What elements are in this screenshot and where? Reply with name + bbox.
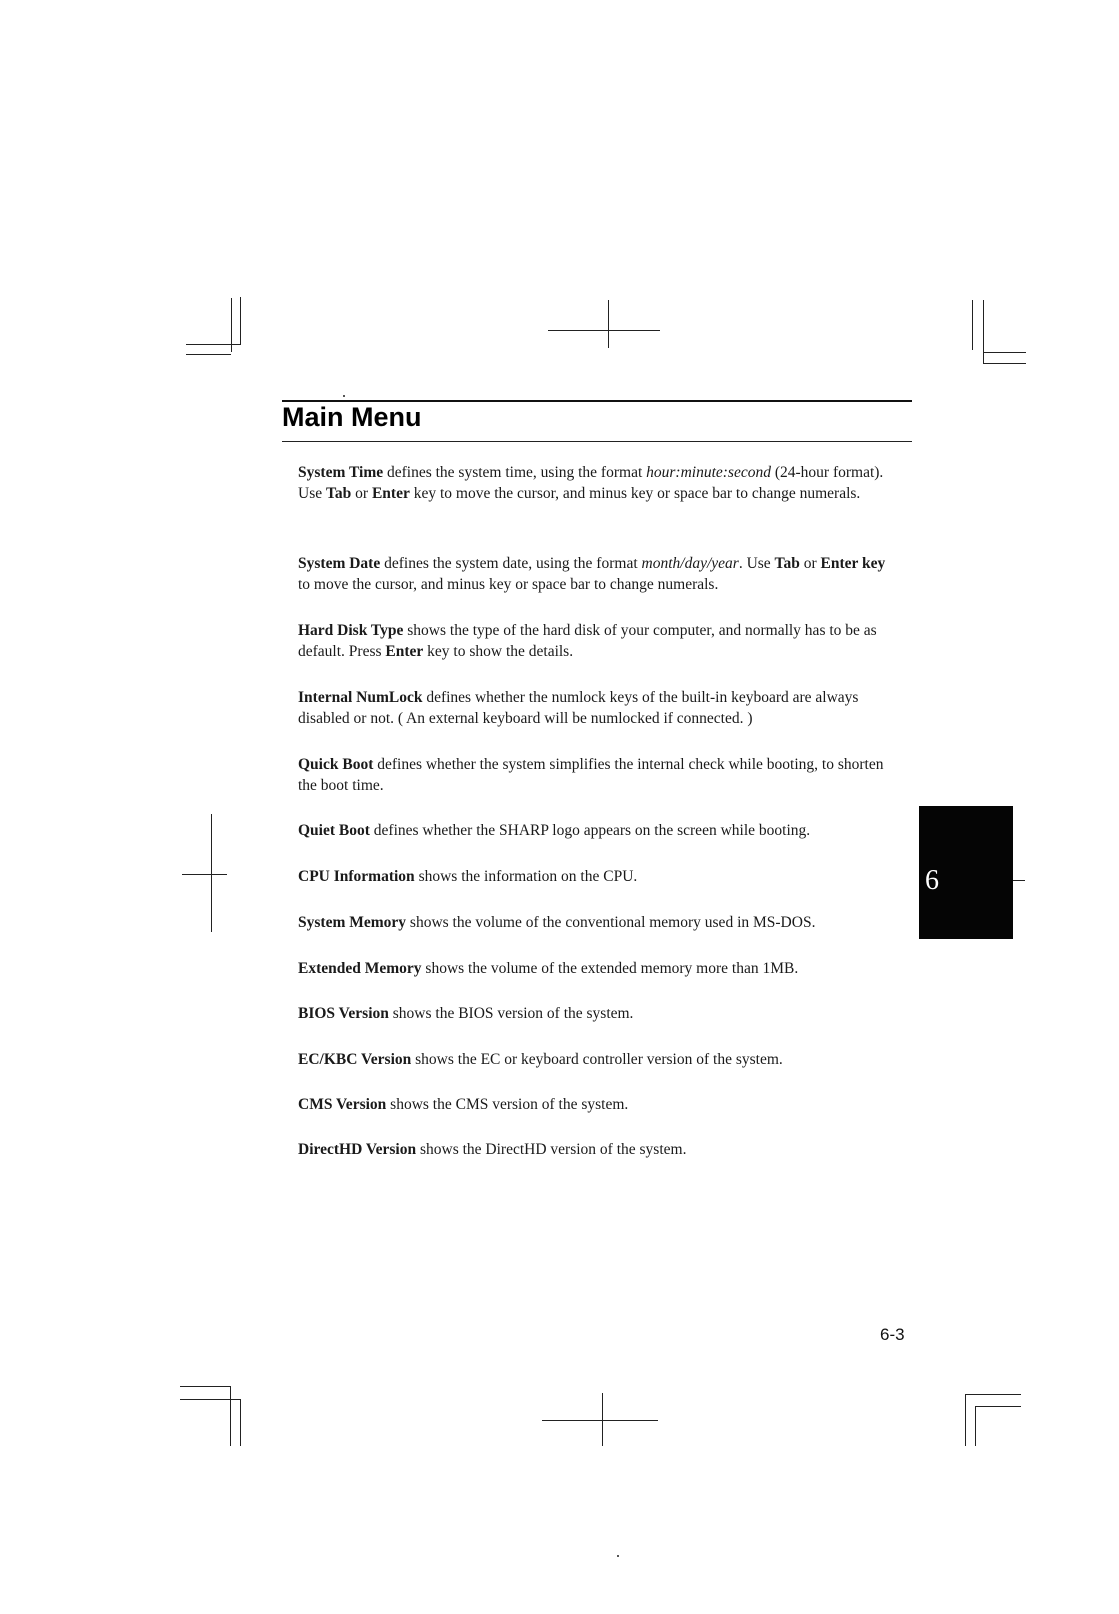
crop-mark [975,1406,976,1446]
speck [343,395,345,397]
key-name: Enter key [820,555,886,572]
entry-directhd-version: DirectHD Version shows the DirectHD version of the system. [298,1141,687,1158]
key-name: Enter [385,643,424,660]
crop-mark [608,300,609,348]
crop-mark [240,1399,241,1446]
entry-hard-disk-type: Hard Disk Type shows the type of the hard disk of your computer, and normally has to be as default. Press Enter key to show the details. [298,622,877,660]
heading-rule-bottom [282,441,912,442]
crop-mark [548,330,660,331]
entry-term: System Date [298,555,381,572]
crop-mark [965,1394,1021,1395]
entry-cpu-information: CPU Information shows the information on the CPU. [298,868,638,885]
section-title: Main Menu [282,402,422,432]
crop-mark [186,354,231,355]
entry-term: EC/KBC Version [298,1051,412,1068]
crop-mark [983,352,1026,353]
crop-mark [186,344,241,345]
entry-internal-numlock: Internal NumLock defines whether the numlock keys of the built-in keyboard are always disabled or not. ( An external keyboard will be numlocked if connected. ) [298,689,859,727]
entry-term: System Memory [298,914,407,931]
entry-extended-memory: Extended Memory shows the volume of the extended memory more than 1MB. [298,960,799,977]
crop-mark [211,814,212,932]
crop-mark [983,300,984,363]
crop-mark [180,1399,240,1400]
entry-bios-version: BIOS Version shows the BIOS version of the system. [298,1005,634,1022]
crop-mark [972,300,973,350]
chapter-number: 6 [925,865,939,896]
entry-quick-boot: Quick Boot defines whether the system simplifies the internal check while booting, to shorten the boot time. [298,756,884,794]
entry-term: Quick Boot [298,756,374,773]
entry-system-date: System Date defines the system date, using the format month/day/year. Use Tab or Enter key to move the cursor, and minus key or space bar to change numerals. [298,555,886,593]
crop-mark [542,1420,658,1421]
format-example: month/day/year [641,555,739,572]
crop-mark [983,363,1026,364]
entry-term: CPU Information [298,868,415,885]
chapter-tab-tick [1013,880,1025,881]
format-example: hour:minute:second [646,464,771,481]
key-name: Tab [325,485,352,502]
entry-term: System Time [298,464,384,481]
crop-mark [602,1393,603,1446]
entry-term: Hard Disk Type [298,622,404,639]
crop-mark [240,297,241,344]
key-name: Tab [774,555,800,572]
entry-quiet-boot: Quiet Boot defines whether the SHARP logo appears on the screen while booting. [298,822,811,839]
entry-cms-version: CMS Version shows the CMS version of the system. [298,1096,629,1113]
crop-mark [965,1394,966,1446]
entry-term: Extended Memory [298,960,422,977]
entry-ec-kbc-version: EC/KBC Version shows the EC or keyboard controller version of the system. [298,1051,783,1068]
crop-mark [180,1386,230,1387]
key-name: Enter [371,485,410,502]
entry-term: Internal NumLock [298,689,423,706]
entry-term: DirectHD Version [298,1141,417,1158]
entry-system-time: System Time defines the system time, using the format hour:minute:second (24-hour format). Use Tab or Enter key to move the cursor, and minus key or space bar to change numerals. [298,464,884,502]
entry-system-memory: System Memory shows the volume of the conventional memory used in MS-DOS. [298,914,816,931]
crop-mark [975,1406,1021,1407]
entry-term: BIOS Version [298,1005,389,1022]
page-number: 6-3 [880,1325,905,1344]
crop-mark [182,874,227,875]
entry-term: CMS Version [298,1096,387,1113]
crop-mark [230,1386,231,1446]
entry-term: Quiet Boot [298,822,370,839]
speck [617,1555,619,1557]
